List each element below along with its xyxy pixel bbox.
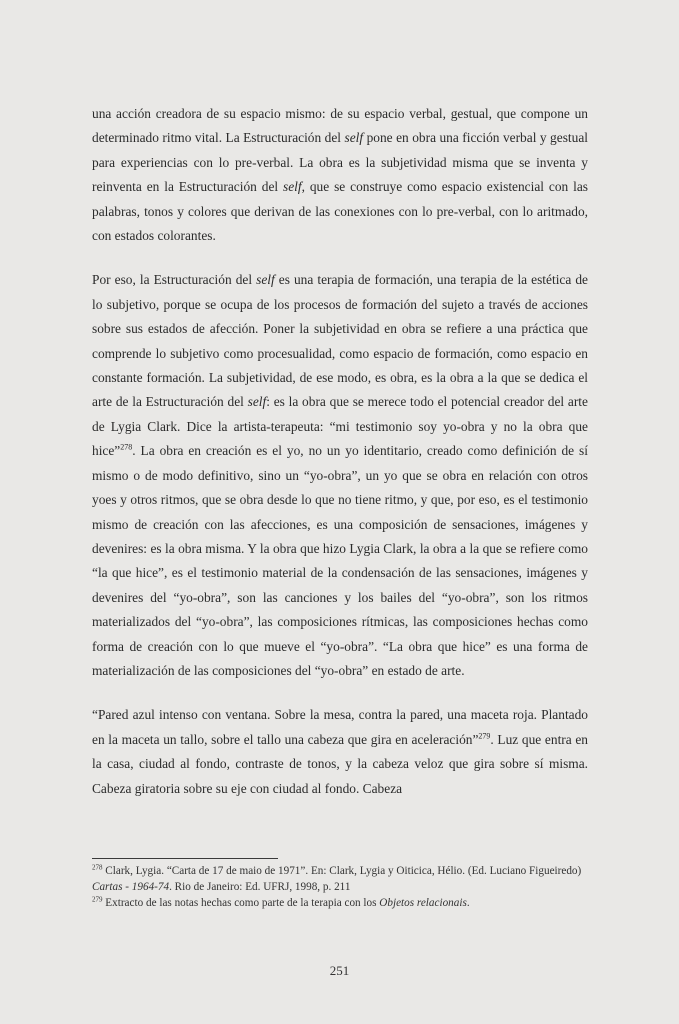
italic-term: self (247, 394, 267, 410)
text-run: Por eso, la Estructuración del (92, 272, 257, 288)
italic-term: Objetos relacionais (379, 897, 467, 909)
text-run: . Luz que entra en la casa, ciudad al fondo, contraste de tonos, y la cabeza veloz que gira sobre sí misma. Cabeza giratoria sobre su eje con ciudad al fondo. Cabeza (92, 731, 588, 796)
footnote-reference: 279 (478, 731, 491, 741)
body-text (92, 102, 588, 821)
text-run: , que se construye como espacio existencial con las palabras, tonos y colores que derivan de las conexiones con lo pre-verbal, con lo aritmado, con estados colorantes. (92, 179, 588, 244)
footnotes (92, 863, 598, 911)
footnote-number: 279 (92, 895, 103, 904)
text-run: . Rio de Janeiro: Ed. UFRJ, 1998, p. 211 (169, 881, 351, 893)
text-run: Clark, Lygia. “Carta de 17 de maio de 1971”. En: Clark, Lygia y Oiticica, Hélio. (Ed. Luciano Figueiredo) (102, 865, 582, 877)
footnote-number: 278 (92, 863, 103, 872)
text-run: “Pared azul intenso con ventana. Sobre la mesa, contra la pared, una maceta roja. Plantado en la maceta un tallo, sobre el tallo una cabeza que gira en aceleración” (92, 707, 588, 747)
italic-term: self (283, 179, 302, 195)
text-run: . La obra en creación es el yo, no un yo identitario, creado como definición de sí mismo o de modo definitivo, sino un “yo-obra”, un yo que se obra en relación con otros yoes y otros ritmos, que se obra desde lo que no tiene ritmo, y que, por eso, es el testimonio mismo de creación con las afecciones, es una composición de sensaciones, imágenes y devenires: es la obra misma. Y la obra que hizo Lygia Clark, la obra a la que se refiere como “la que hice”, es el testimonio material de la condensación de las sensaciones, imágenes y devenires del “yo-obra”, son las canciones y los bailes del “yo-obra”, son los ritmos materializados del “yo-obra”, las composiciones rítmicas, las composiciones hechas como forma de creación con lo que mueve el “yo-obra”. “La obra que hice” es una forma de materialización de las composiciones del “yo-obra” en estado de arte. (92, 443, 588, 678)
italic-term: self (344, 130, 364, 146)
text-run: : es la obra que se merece todo el potencial creador del arte de Lygia Clark. Dice la artista-terapeuta: “mi testimonio soy yo-obra y no la obra que hice” (92, 394, 588, 459)
paragraph (92, 102, 588, 248)
footnote (92, 863, 598, 895)
footnote (92, 895, 598, 911)
text-run: es una terapia de formación, una terapia de la estética de lo subjetivo, porque se ocupa de los procesos de formación del sujeto a través de acciones sobre sus estados de afección. Poner la subjetividad en obra se refiere a una práctica que comprende lo subjetivo como procesualidad, como espacio de formación, como espacio en constante formación. La subjetividad, de ese modo, es obra, es la obra a la que se dedica el arte de la Estructuración del (92, 272, 588, 410)
paragraph (92, 268, 588, 683)
text-run: pone en obra una ficción verbal y gestual para experiencias con lo pre-verbal. La obra es la subjetividad misma que se inventa y reinventa en la Estructuración del (92, 130, 588, 195)
text-run: . (466, 897, 470, 909)
text-run: una acción creadora de su espacio mismo: de su espacio verbal, gestual, que compone un determinado ritmo vital. La Estructuración del (92, 106, 588, 146)
text-run: Extracto de las notas hechas como parte de la terapia con los (102, 897, 380, 909)
italic-term: Cartas - 1964-74 (92, 881, 170, 893)
footnote-reference: 278 (120, 442, 133, 452)
italic-term: self (256, 272, 275, 288)
paragraph (92, 703, 588, 801)
footnote-separator (92, 858, 278, 859)
page-number: 251 (329, 963, 350, 978)
